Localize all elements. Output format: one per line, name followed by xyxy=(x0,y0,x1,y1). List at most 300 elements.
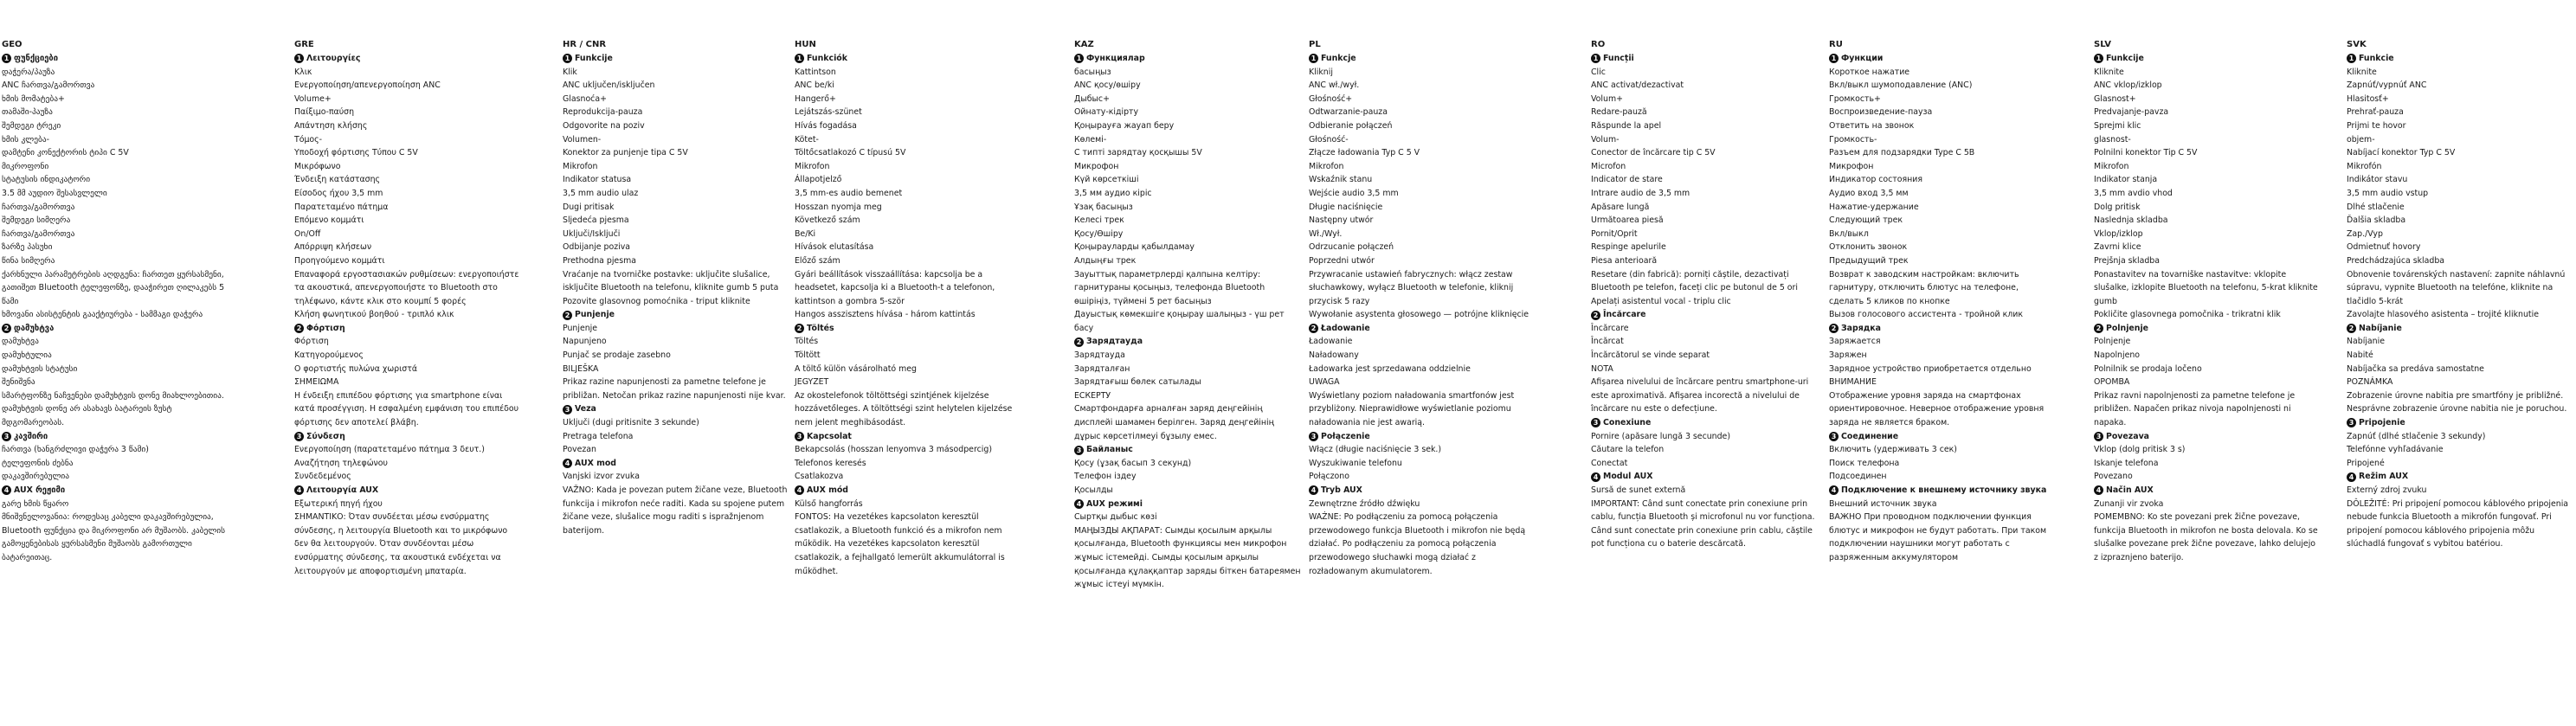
manual-text-line: Nabíjací konektor Typ C 5V xyxy=(2347,148,2456,158)
manual-text-line: Pornire (apăsare lungă 3 secunde) xyxy=(1591,431,1730,441)
manual-text-line: Отклонить звонок xyxy=(1829,242,1908,253)
manual-text-line: Келесі трек xyxy=(1074,215,1124,226)
manual-text-line: Поиск телефона xyxy=(1829,458,1900,468)
section-heading xyxy=(294,484,521,498)
language-column xyxy=(2094,38,2321,565)
manual-text-line: Είσοδος ήχου 3,5 mm xyxy=(294,188,383,198)
manual-text-line: დამუხტვის სტატუსი xyxy=(2,363,78,374)
manual-text-line: Apăsare lungă xyxy=(1591,202,1650,212)
manual-text-line: Odrzucanie połączeń xyxy=(1309,242,1394,253)
language-code: HR / CNR xyxy=(563,40,607,49)
manual-text-line: სმარტფონზე ნაჩვენები დამუხტვის დონე მიახლოებითია. დამუხტვის დონე არ ასახავს ბატარეის ზუსტ მდგომარეობას. xyxy=(2,390,224,428)
manual-text-line: Hívások elutasítása xyxy=(795,242,874,253)
language-column xyxy=(1591,38,1818,551)
manual-text-line: Ενεργοποίηση/απενεργοποίηση ANC xyxy=(294,80,441,91)
section-heading xyxy=(1074,52,1301,66)
manual-text-line: Vraćanje na tvorničke postavke: uključite slušalice, isključite Bluetooth na telefonu, kliknite gumb 5 puta xyxy=(563,269,779,293)
section-number-badge: 2 xyxy=(2,324,11,333)
section-title: Λειτουργία AUX xyxy=(306,485,379,495)
manual-text-line: Wywołanie asystenta głosowego — potrójne kliknięcie xyxy=(1309,310,1529,320)
manual-text-line: Алдыңғы трек xyxy=(1074,255,1137,266)
manual-text-line: Ойнату-кідірту xyxy=(1074,107,1139,118)
section-number-badge: 4 xyxy=(795,485,804,495)
manual-text-line: VAŽNO: Kada je povezan putem žičane veze, Bluetooth funkcija i mikrofon neće raditi. Kada su spojene putem žičane veze, slušalice mogu raditi s ispražnjenom baterijom. xyxy=(563,485,788,536)
manual-text-line: Προηγούμενο κομμάτι xyxy=(294,255,385,266)
section-heading xyxy=(2,52,229,66)
manual-text-line: Ұзақ басыңыз xyxy=(1074,202,1133,212)
manual-text-line: Töltőcsatlakozó C típusú 5V xyxy=(795,148,906,158)
manual-text-line: Zobrazenie úrovne nabitia pre smartfóny je približné. Nesprávne zobrazenie úrovne nabitia nie je poruchou. xyxy=(2347,390,2567,414)
section-heading xyxy=(795,484,1021,498)
language-code: PL xyxy=(1309,40,1321,49)
section-title: Funkcje xyxy=(1321,54,1356,63)
manual-text-line: Hangos asszisztens hívása - három kattintás xyxy=(795,310,976,320)
section-title: Funkcije xyxy=(2106,54,2144,63)
manual-text-line: glasnost- xyxy=(2094,134,2131,145)
language-code: GEO xyxy=(2,40,23,49)
manual-text-line: ANC activat/dezactivat xyxy=(1591,80,1684,91)
manual-text-line: Mikrofon xyxy=(1309,161,1344,171)
manual-text-line: Отображение уровня заряда на смартфонах ориентировочное. Неверное отображение уровня заряда не является браком. xyxy=(1829,390,2045,428)
section-number-badge: 4 xyxy=(2347,472,2356,482)
section-title: Nabíjanie xyxy=(2359,323,2402,333)
language-code: SVK xyxy=(2347,40,2367,49)
section-number-badge: 2 xyxy=(795,324,804,333)
manual-text-line: Индикатор состояния xyxy=(1829,175,1922,185)
section-number-badge: 2 xyxy=(1074,337,1084,347)
section-heading xyxy=(795,52,1021,66)
manual-text-line: ზარზე პასუხი xyxy=(2,242,53,253)
section-number-badge: 1 xyxy=(795,54,804,63)
manual-text-line: Kliknij xyxy=(1309,67,1333,77)
manual-text-line: Μικρόφωνο xyxy=(294,161,341,171)
section-number-badge: 3 xyxy=(1309,432,1318,441)
manual-text-line: Телефон іздеу xyxy=(1074,472,1137,482)
manual-text-line: Дауыстық көмекшіге қоңырау шалыңыз - үш рет басу xyxy=(1074,310,1285,333)
manual-text-line: Κλικ xyxy=(294,67,312,77)
manual-text-line: Indikator stanja xyxy=(2094,175,2158,185)
manual-text-line: Ponastavitev na tovarniške nastavitve: vklopite slušalke, izklopite Bluetooth na telefonu, 5-krat kliknite gumb xyxy=(2094,269,2318,306)
manual-text-line: ხმოვანი ასისტენტის გააქტიურება - სამმაგი დაჭერა xyxy=(2,310,203,320)
language-column xyxy=(2347,38,2573,551)
manual-text-line: 3,5 mm audio vstup xyxy=(2347,188,2429,198)
manual-text-line: სტატუსის ინდიკატორი xyxy=(2,175,91,185)
manual-text-line: Uključi/Isključi xyxy=(563,228,621,239)
manual-text-line: Қосу (ұзақ басып 3 секунд) xyxy=(1074,458,1192,468)
section-heading xyxy=(2347,416,2573,430)
manual-text-line: ANC wł./wył. xyxy=(1309,80,1360,91)
section-number-badge: 4 xyxy=(1591,472,1600,482)
manual-text-line: Разъем для подзарядки Type C 5В xyxy=(1829,148,1975,158)
manual-text-line: ხმის კლება- xyxy=(2,134,50,145)
manual-text-line: Аудио вход 3,5 мм xyxy=(1829,188,1909,198)
language-column xyxy=(2,38,229,565)
section-title: Байланыс xyxy=(1086,445,1133,455)
section-heading xyxy=(795,322,1021,336)
section-number-badge: 1 xyxy=(1074,54,1084,63)
manual-text-line: ВНИМАНИЕ xyxy=(1829,377,1877,388)
manual-text-line: Reprodukcija-pauza xyxy=(563,107,643,118)
section-title: Соединение xyxy=(1841,431,1899,441)
manual-text-line: Naslednja skladba xyxy=(2094,215,2168,226)
language-code: SLV xyxy=(2094,40,2111,49)
language-column xyxy=(1309,38,1536,578)
section-title: კავშირი xyxy=(14,431,48,441)
manual-text-line: მნიშვნელოვანია: როდესაც კაბელი დაკავშირებულია, Bluetooth ფუნქცია და მიკროფონი არ მუშაობს. კაბელის გამოყენებისას ყურსასმენი მუშაობს გამორთული ბატარეითაც. xyxy=(2,512,225,562)
manual-text-line: Pripojené xyxy=(2347,458,2385,468)
manual-text-line: Conectat xyxy=(1591,458,1628,468)
manual-text-line: Povezano xyxy=(2094,472,2133,482)
manual-text-line: Pokličite glasovnega pomočnika - trikratni klik xyxy=(2094,310,2281,320)
manual-text-line: Odtwarzanie-pauza xyxy=(1309,107,1388,118)
manual-text-line: Volume+ xyxy=(294,93,332,104)
manual-text-line: Odmietnuť hovory xyxy=(2347,242,2421,253)
manual-text-line: Lejátszás-szünet xyxy=(795,107,862,118)
manual-text-line: Απάντηση κλήσης xyxy=(294,120,368,131)
manual-text-line: Predchádzajúca skladba xyxy=(2347,255,2445,266)
section-title: ფუნქციები xyxy=(14,54,58,63)
section-title: Funkcie xyxy=(2359,54,2394,63)
manual-text-line: Polnilnik se prodaja ločeno xyxy=(2094,363,2202,374)
manual-text-line: Punjač se prodaje zasebno xyxy=(563,350,671,361)
manual-text-line: Uključi (dugi pritisnite 3 sekunde) xyxy=(563,418,699,428)
section-heading xyxy=(1829,322,2056,336)
manual-text-line: Көлемі- xyxy=(1074,134,1107,145)
manual-text-line: მიკროფონი xyxy=(2,161,49,171)
manual-text-line: Złącze ładowania Typ C 5 V xyxy=(1309,148,1420,158)
manual-text-line: Wyszukiwanie telefonu xyxy=(1309,458,1402,468)
section-heading xyxy=(1074,443,1301,457)
manual-text-line: Căutare la telefon xyxy=(1591,445,1665,455)
section-title: Režim AUX xyxy=(2359,472,2409,482)
manual-text-line: დამუხტვა xyxy=(2,337,39,347)
manual-text-line: ΣΗΜΑΝΤΙΚΟ: Όταν συνδέεται μέσω ενσύρματης σύνδεσης, η λειτουργία Bluetooth και το μικρόφωνο δεν θα λειτουργούν. Όταν συνδέονται μέσω ενσύρματης σύνδεσης, τα ακουστικά ενδέχεται να λειτουργούν με αποφορτισμένη μπαταρία. xyxy=(294,512,508,576)
manual-text-line: Күй көрсеткіші xyxy=(1074,175,1139,185)
manual-text-line: Подсоединен xyxy=(1829,472,1887,482)
section-heading xyxy=(1829,484,2056,498)
manual-text-line: Încărcătorul se vinde separat xyxy=(1591,350,1710,361)
manual-text-line: Следующий трек xyxy=(1829,215,1903,226)
manual-text-line: Következő szám xyxy=(795,215,860,226)
manual-text-line: С типті зарядтау қосқышы 5V xyxy=(1074,148,1202,158)
section-title: Modul AUX xyxy=(1603,472,1653,482)
manual-text-line: Зарядталған xyxy=(1074,363,1130,374)
manual-text-line: Επαναφορά εργοστασιακών ρυθμίσεων: ενεργοποιήστε τα ακουστικά, απενεργοποιήστε το Bluetooth στο τηλέφωνο, κάντε κλικ στο κουμπί 5 φορές xyxy=(294,269,519,306)
manual-text-line: ტელეფონის ძებნა xyxy=(2,458,74,468)
manual-text-line: Resetare (din fabrică): porniți căștile, dezactivați Bluetooth pe telefon, faceți clic pe butonul de 5 ori xyxy=(1591,269,1798,293)
manual-text-line: Wskaźnik stanu xyxy=(1309,175,1373,185)
manual-text-line: Ο φορτιστής πυλώνα χωριστά xyxy=(294,363,418,374)
manual-text-line: Zavolajte hlasového asistenta – trojité kliknutie xyxy=(2347,310,2539,320)
section-title: Funkciók xyxy=(807,54,847,63)
manual-text-line: Külső hangforrás xyxy=(795,498,863,509)
section-number-badge: 4 xyxy=(2094,485,2103,495)
manual-text-line: Dolg pritisk xyxy=(2094,202,2141,212)
section-heading xyxy=(795,430,1021,444)
manual-text-line: Hangerő+ xyxy=(795,93,836,104)
manual-text-line: Συνδεδεμένος xyxy=(294,472,351,482)
manual-text-line: Următoarea piesă xyxy=(1591,215,1664,226)
manual-text-line: Ładowarka jest sprzedawana oddzielnie xyxy=(1309,363,1471,374)
manual-text-line: Сыртқы дыбыс көзі xyxy=(1074,512,1157,523)
manual-text-line: Αναζήτηση τηλεφώνου xyxy=(294,458,388,468)
manual-text-line: Включить (удерживать 3 сек) xyxy=(1829,445,1957,455)
manual-text-line: ჩართვა (ხანგრძლივი დაჭერა 3 წამი) xyxy=(2,445,149,455)
section-title: Kapcsolat xyxy=(807,431,852,441)
section-number-badge: 4 xyxy=(294,485,304,495)
manual-text-line: Naładowany xyxy=(1309,350,1359,361)
manual-text-line: დამუხტულია xyxy=(2,350,52,361)
manual-text-line: Παρατεταμένο πάτημα xyxy=(294,202,389,212)
manual-text-line: Вкл/выкл шумоподавление (ANC) xyxy=(1829,80,1973,91)
section-heading xyxy=(2,484,229,498)
section-title: Подключение к внешнему источнику звука xyxy=(1841,485,2047,495)
section-heading xyxy=(1829,430,2056,444)
manual-text-line: Töltött xyxy=(795,350,821,361)
manual-text-line: ხმის მომატება+ xyxy=(2,93,65,104)
manual-text-line: objem- xyxy=(2347,134,2375,145)
manual-text-line: Απόρριψη κλήσεων xyxy=(294,242,372,253)
manual-text-line: Ďalšia skladba xyxy=(2347,215,2406,226)
manual-text-line: Prejšnja skladba xyxy=(2094,255,2160,266)
manual-text-line: დაკავშირებულია xyxy=(2,472,70,482)
manual-text-line: Telefónne vyhľadávanie xyxy=(2347,445,2444,455)
manual-text-line: Зарядтағыш бөлек сатылады xyxy=(1074,377,1201,388)
manual-text-line: Prehrať-pauza xyxy=(2347,107,2404,118)
manual-text-line: ANC uključen/isključen xyxy=(563,80,655,91)
section-heading xyxy=(2094,322,2321,336)
manual-text-line: Încărcat xyxy=(1591,337,1624,347)
manual-text-line: ΣΗΜΕΙΩΜΑ xyxy=(294,377,339,388)
section-heading xyxy=(294,52,521,66)
section-number-badge: 1 xyxy=(563,54,572,63)
manual-text-line: გარე ხმის წყარო xyxy=(2,498,69,509)
section-heading xyxy=(2347,52,2573,66)
manual-text-line: Смартфондарға арналған заряд деңгейінің дисплейі шамамен берілген. Заряд деңгейінің дұрыс көрсетілмеуі бұзылу емес. xyxy=(1074,404,1274,441)
manual-text-line: Gyári beállítások visszaállítása: kapcsolja be a headsetet, kapcsolja ki a Bluetooth-t a telefonon, kattintson a gombra 5-ször xyxy=(795,269,995,306)
manual-text-line: Sljedeća pjesma xyxy=(563,215,629,226)
manual-text-line: Volum- xyxy=(1591,134,1620,145)
manual-text-line: Pozovite glasovnog pomoćnika - triput kliknite xyxy=(563,296,750,306)
manual-text-line: Mikrofon xyxy=(795,161,830,171)
section-heading xyxy=(1309,484,1536,498)
manual-text-line: Klik xyxy=(563,67,577,77)
manual-text-line: Zunanji vir zvoka xyxy=(2094,498,2164,509)
section-title: AUX mód xyxy=(807,485,848,495)
manual-text-line: Iskanje telefona xyxy=(2094,458,2159,468)
manual-text-line: Nabíjanie xyxy=(2347,337,2385,347)
manual-text-line: Glasnost+ xyxy=(2094,93,2136,104)
manual-text-line: Заряжается xyxy=(1829,337,1881,347)
manual-text-line: Sprejmi klic xyxy=(2094,120,2141,131)
manual-text-line: Odbijanje poziva xyxy=(563,242,631,253)
section-heading xyxy=(563,402,789,416)
manual-text-line: A töltő külön vásárolható meg xyxy=(795,363,917,374)
manual-text-line: Głośność+ xyxy=(1309,93,1353,104)
manual-text-line: Дыбыс+ xyxy=(1074,93,1110,104)
section-title: AUX режимі xyxy=(1086,498,1143,509)
section-heading xyxy=(1829,52,2056,66)
manual-text-line: ANC vklop/izklop xyxy=(2094,80,2162,91)
manual-text-line: Napunjeno xyxy=(563,337,607,347)
section-title: დამუხტვა xyxy=(14,323,55,333)
manual-text-line: Hlasitosť+ xyxy=(2347,93,2389,104)
section-heading xyxy=(1591,52,1818,66)
language-column xyxy=(294,38,521,578)
manual-text-line: 3.5 მმ აუდიო შესასვლელი xyxy=(2,188,107,198)
manual-text-line: Volumen- xyxy=(563,134,602,145)
manual-text-line: შემდეგი სიმღერა xyxy=(2,215,71,226)
manual-text-line: Az okostelefonok töltöttségi szintjének kijelzése hozzávetőleges. A töltöttségi szint helytelen kijelzése nem jelent meghibásodást. xyxy=(795,390,1013,428)
manual-text-line: Încărcare xyxy=(1591,323,1629,333)
manual-text-line: Nabité xyxy=(2347,350,2373,361)
manual-text-line: Kattintson xyxy=(795,67,836,77)
manual-text-line: დაჭერა/პაუზა xyxy=(2,67,55,77)
section-heading xyxy=(294,430,521,444)
section-heading xyxy=(563,52,789,66)
section-heading xyxy=(1309,322,1536,336)
manual-text-line: წინა სიმღერა xyxy=(2,255,55,266)
manual-text-line: Mikrofon xyxy=(563,161,598,171)
manual-text-line: NOTA xyxy=(1591,363,1613,374)
manual-text-line: ВАЖНО При проводном подключении функция блютус и микрофон не будут работать. При таком подключении наушники могут работать с разряженным аккумулятором xyxy=(1829,512,2047,562)
manual-text-line: POMEMBNO: Ko ste povezani prek žične povezave, funkcija Bluetooth in mikrofon ne bosta delovala. Ko se slušalke povezane prek žične povezave, lahko delujejo z izpraznjeno baterijo. xyxy=(2094,512,2318,562)
manual-text-line: Indikátor stavu xyxy=(2347,175,2408,185)
manual-text-line: Nabíjačka sa predáva samostatne xyxy=(2347,363,2484,374)
section-number-badge: 3 xyxy=(294,432,304,441)
manual-text-line: Dlhé stlačenie xyxy=(2347,202,2405,212)
manual-text-line: Воспроизведение-пауза xyxy=(1829,107,1933,118)
manual-text-line: Громкость+ xyxy=(1829,93,1881,104)
language-code: GRE xyxy=(294,40,314,49)
manual-text-line: Κλήση φωνητικού βοηθού - τριπλό κλικ xyxy=(294,310,454,320)
manual-text-line: FONTOS: Ha vezetékes kapcsolaton keresztül csatlakozik, a Bluetooth funkció és a mikrofon nem működik. Ha vezetékes kapcsolaton keresztül csatlakozik, a fejhallgató lemerült akkumulátorral is működhet. xyxy=(795,512,1005,576)
manual-text-line: On/Off xyxy=(294,228,321,239)
manual-text-line: Κατηγορούμενος xyxy=(294,350,364,361)
manual-text-line: Apelați asistentul vocal - triplu clic xyxy=(1591,296,1731,306)
manual-text-line: Предыдущий трек xyxy=(1829,255,1909,266)
manual-text-line: Csatlakozva xyxy=(795,472,844,482)
manual-text-line: Microfon xyxy=(1591,161,1626,171)
section-heading xyxy=(2,430,229,444)
manual-text-line: Pretraga telefona xyxy=(563,431,634,441)
manual-text-line: ქარხნული პარამეტრების აღდგენა: ჩართეთ ყურსასმენი, გათიშეთ Bluetooth ტელეფონზე, დააჭირეთ ღილაკებს 5 წამი xyxy=(2,269,225,306)
manual-text-line: Állapotjelző xyxy=(795,175,842,185)
section-number-badge: 3 xyxy=(2094,432,2103,441)
section-number-badge: 3 xyxy=(1829,432,1839,441)
manual-text-line: Zavrni klice xyxy=(2094,242,2141,253)
manual-text-line: Respinge apelurile xyxy=(1591,242,1666,253)
section-number-badge: 2 xyxy=(1591,311,1600,320)
manual-text-line: Τόμος- xyxy=(294,134,323,145)
manual-text-line: Зарядтауда xyxy=(1074,350,1125,361)
manual-text-line: Zapnúť/vypnúť ANC xyxy=(2347,80,2427,91)
manual-text-line: Vklop (dolg pritisk 3 s) xyxy=(2094,445,2186,455)
manual-text-line: Odbieranie połączeń xyxy=(1309,120,1393,131)
section-heading xyxy=(294,322,521,336)
section-title: Tryb AUX xyxy=(1321,485,1362,495)
manual-text-line: Φόρτιση xyxy=(294,337,329,347)
manual-text-line: Зауыттық параметрлерді қалпына келтіру: гарнитураны қосыңыз, телефонда Bluetooth өшіріңіз, түймені 5 рет басыңыз xyxy=(1074,269,1265,306)
manual-text-line: Wł./Wył. xyxy=(1309,228,1343,239)
section-heading xyxy=(1309,52,1536,66)
manual-text-line: Prethodna pjesma xyxy=(563,255,636,266)
section-title: Функциялар xyxy=(1086,54,1145,63)
section-number-badge: 1 xyxy=(294,54,304,63)
section-title: Ładowanie xyxy=(1321,323,1370,333)
manual-text-line: Obnovenie továrenských nastavení: zapnite náhlavnú súpravu, vypnite Bluetooth na telefóne, kliknite na tlačidlo 5-krát xyxy=(2347,269,2566,306)
section-title: Зарядка xyxy=(1841,323,1881,333)
section-number-badge: 1 xyxy=(1829,54,1839,63)
manual-text-line: Зарядное устройство приобретается отдельно xyxy=(1829,363,2032,374)
manual-text-line: დამტენი კონექტორის ტიპი C 5V xyxy=(2,148,129,158)
section-heading xyxy=(1591,416,1818,430)
manual-text-line: Внешний источник звука xyxy=(1829,498,1937,509)
language-code: RO xyxy=(1591,40,1606,49)
section-number-badge: 2 xyxy=(294,324,304,333)
manual-text-line: Υποδοχή φόρτισης Τύπου C 5V xyxy=(294,148,418,158)
section-title: Pripojenie xyxy=(2359,418,2405,428)
manual-text-line: Indicator de stare xyxy=(1591,175,1663,185)
manual-text-line: Εξωτερική πηγή ήχου xyxy=(294,498,383,509)
manual-text-line: Przywracanie ustawień fabrycznych: włącz zestaw słuchawkowy, wyłącz Bluetooth w telefonie, kliknij przycisk 5 razy xyxy=(1309,269,1514,306)
manual-text-line: Қосылды xyxy=(1074,485,1113,495)
manual-text-line: Povezan xyxy=(563,445,596,455)
manual-text-line: Kötet- xyxy=(795,134,819,145)
manual-text-line: басыңыз xyxy=(1074,67,1111,77)
section-heading xyxy=(563,308,789,322)
manual-text-line: BILJEŠKA xyxy=(563,363,599,374)
manual-text-line: Redare-pauză xyxy=(1591,107,1647,118)
section-title: AUX რეჟიმი xyxy=(14,485,66,495)
manual-text-line: Вызов голосового ассистента - тройной клик xyxy=(1829,310,2024,320)
manual-text-line: Sursă de sunet externă xyxy=(1591,485,1686,495)
manual-text-line: Mikrofon xyxy=(2094,161,2129,171)
manual-text-line: ANC be/ki xyxy=(795,80,834,91)
section-title: Način AUX xyxy=(2106,485,2154,495)
language-code: HUN xyxy=(795,40,816,49)
manual-text-line: Bekapcsolás (hosszan lenyomva 3 másodpercig) xyxy=(795,445,992,455)
section-heading xyxy=(563,457,789,471)
manual-text-line: Παίξιμο-παύση xyxy=(294,107,355,118)
manual-text-line: Kliknite xyxy=(2347,67,2377,77)
manual-text-line: Нажатие-удержание xyxy=(1829,202,1919,212)
section-number-badge: 2 xyxy=(1309,324,1318,333)
manual-text-line: ANC қосу/өшіру xyxy=(1074,80,1141,91)
manual-text-line: Włącz (długie naciśnięcie 3 sek.) xyxy=(1309,445,1442,455)
language-column xyxy=(1829,38,2056,565)
manual-text-line: Afișarea nivelului de încărcare pentru smartphone-uri este aproximativă. Afișarea incorectă a nivelului de încărcare nu este o defecțiune. xyxy=(1591,377,1809,414)
manual-text-line: Predvajanje-pavza xyxy=(2094,107,2169,118)
manual-text-line: Ένδειξη κατάστασης xyxy=(294,175,381,185)
section-title: Λειτουργίες xyxy=(306,54,361,63)
section-number-badge: 3 xyxy=(795,432,804,441)
section-number-badge: 3 xyxy=(1074,446,1084,455)
manual-text-line: Hosszan nyomja meg xyxy=(795,202,882,212)
section-number-badge: 1 xyxy=(1309,54,1318,63)
section-heading xyxy=(2094,430,2321,444)
manual-text-line: Короткое нажатие xyxy=(1829,67,1910,77)
manual-text-line: Polnilni konektor Tip C 5V xyxy=(2094,148,2198,158)
manual-text-line: 3,5 мм аудио кіріс xyxy=(1074,188,1152,198)
section-title: Povezava xyxy=(2106,431,2150,441)
manual-text-line: Қоңырауларды қабылдамау xyxy=(1074,242,1195,253)
section-title: Töltés xyxy=(807,323,834,333)
section-number-badge: 4 xyxy=(2,485,11,495)
section-number-badge: 2 xyxy=(2094,324,2103,333)
section-number-badge: 1 xyxy=(1591,54,1600,63)
manual-text-line: IMPORTANT: Când sunt conectate prin conexiune prin cablu, funcția Bluetooth și microfonul nu vor funcționa. Când sunt conectate prin conexiune prin cablu, căștile pot funcționa cu o baterie descărcată. xyxy=(1591,498,1815,549)
